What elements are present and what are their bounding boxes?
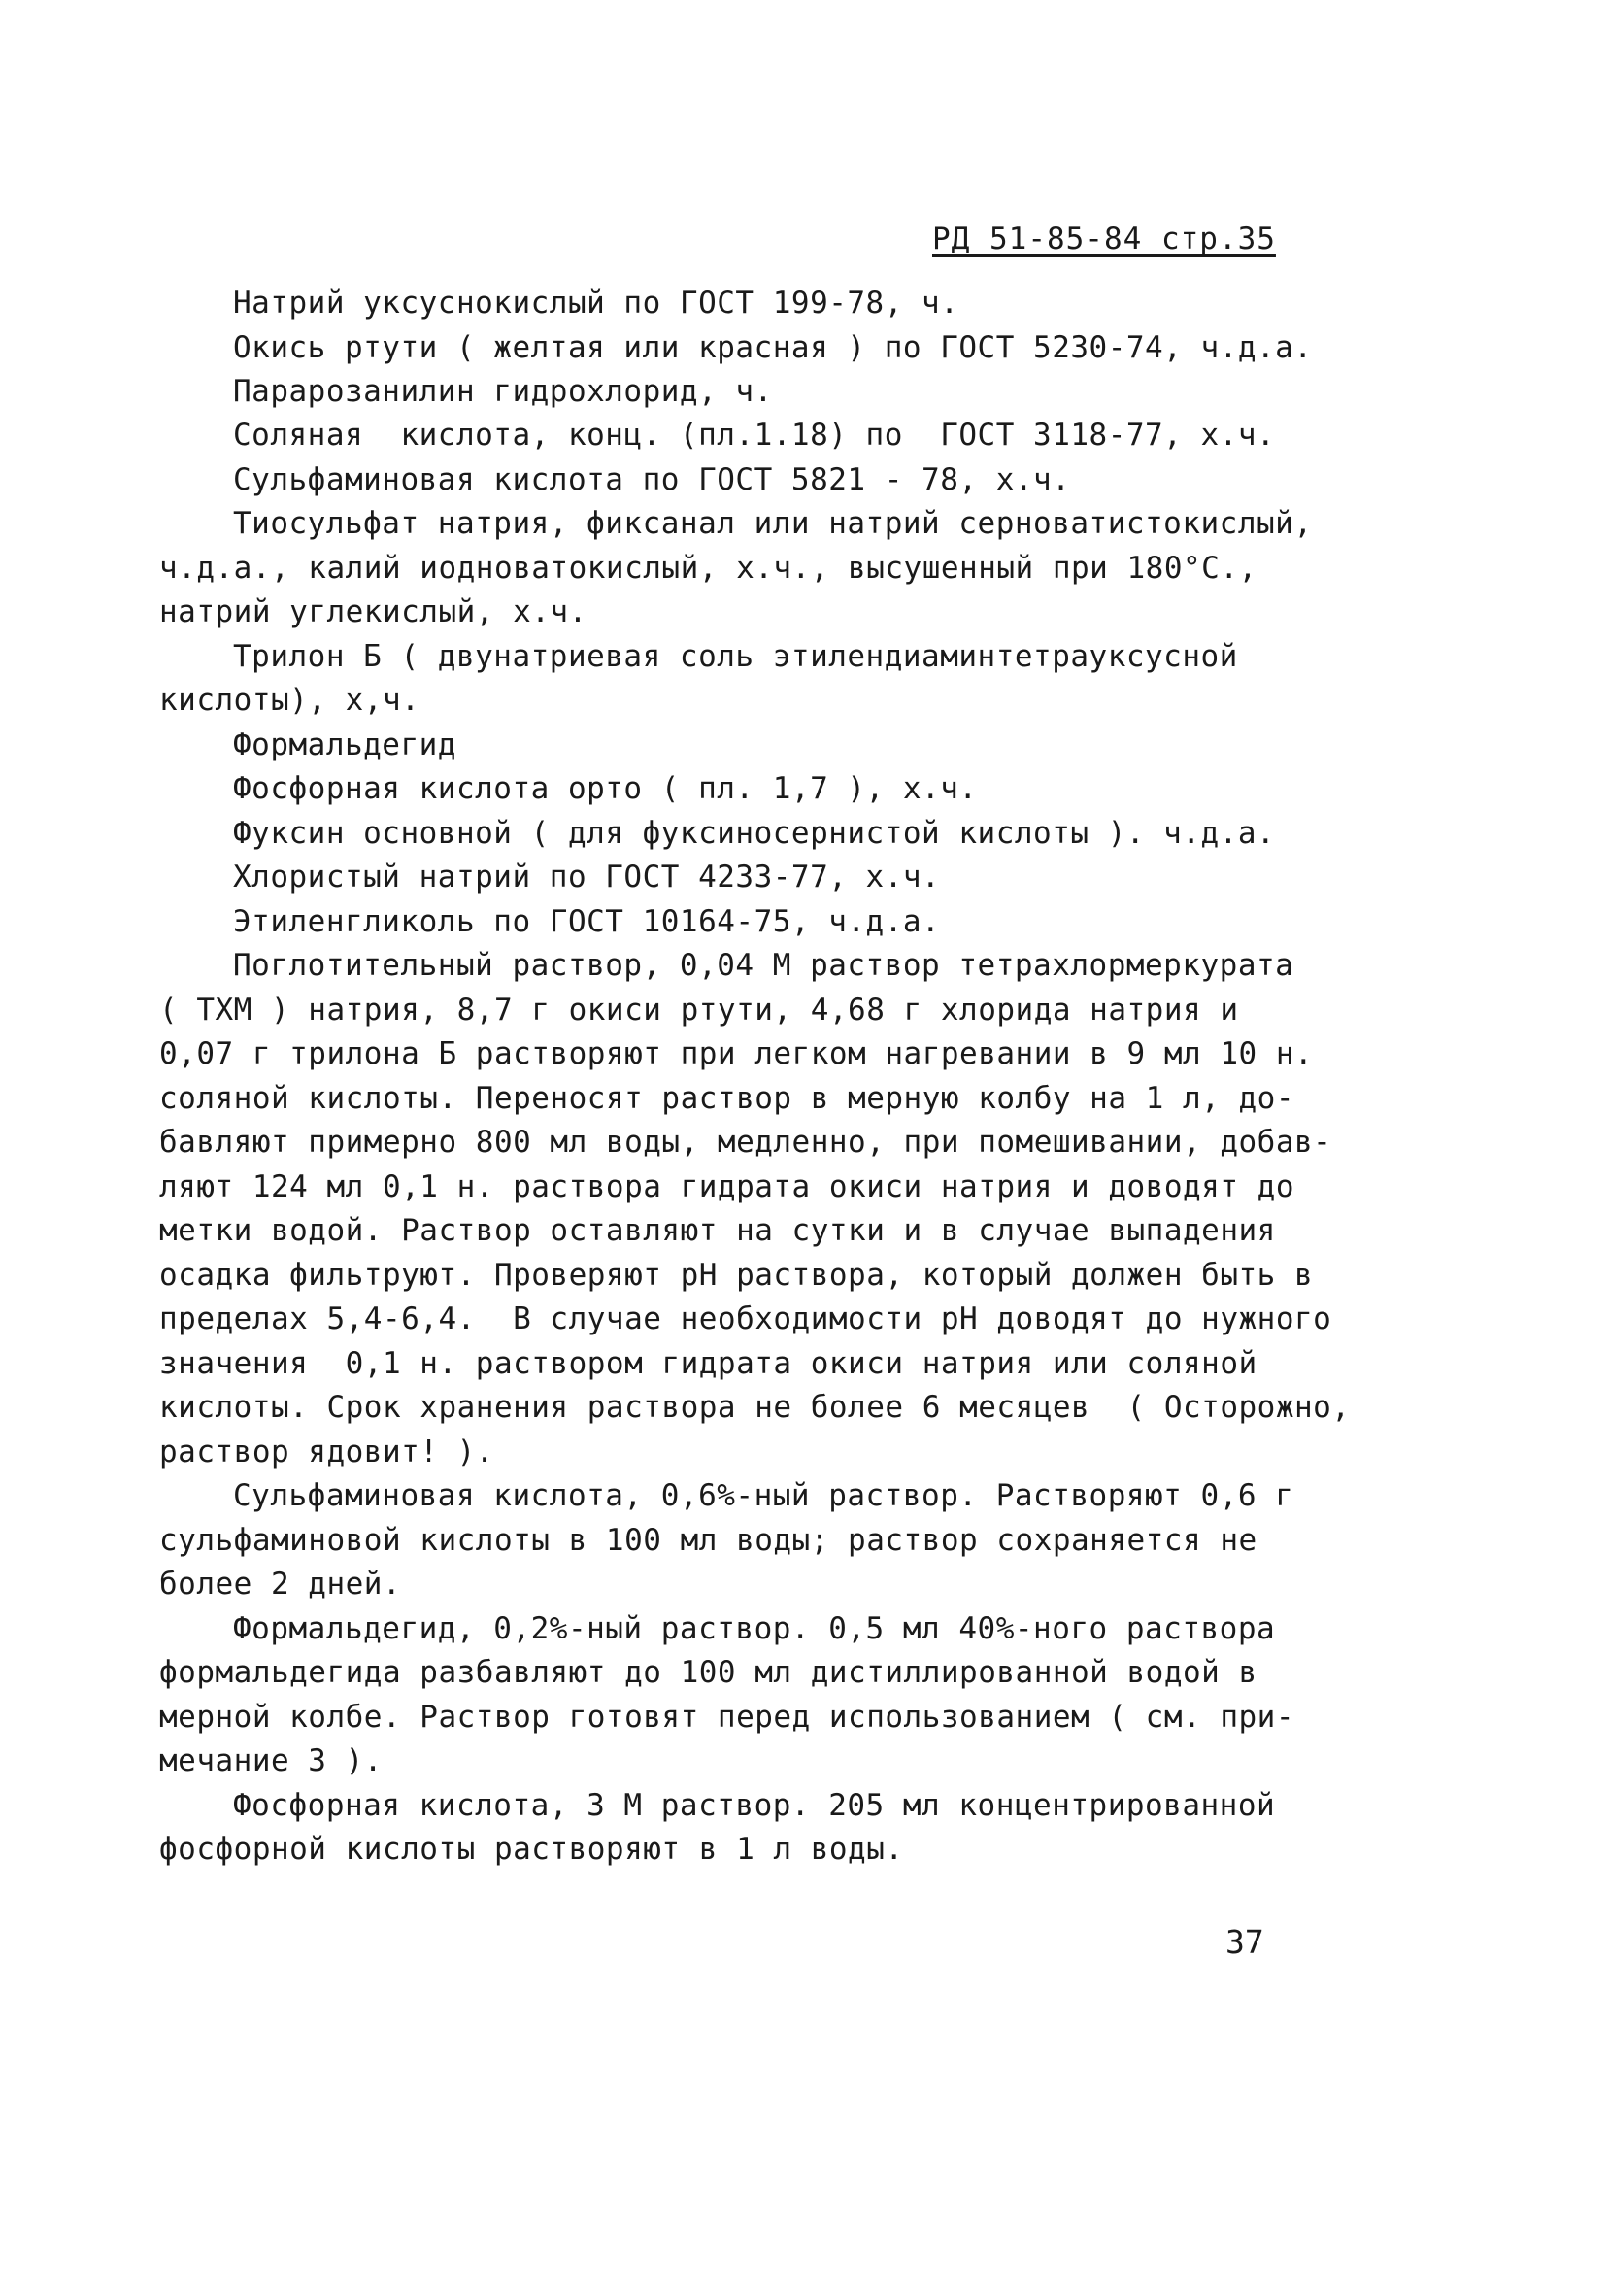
text-line: Тиосульфат натрия, фиксанал или натрий серноватистокислый, xyxy=(233,506,1313,541)
text-line: фосфорной кислоты растворяют в 1 л воды. xyxy=(159,1832,904,1867)
text-line: Трилон Б ( двунатриевая соль этилендиаминтетрауксусной xyxy=(233,639,1238,674)
text-line: ( ТХМ ) натрия, 8,7 г окиси ртути, 4,68 г хлорида натрия и xyxy=(159,993,1239,1028)
text-line: кислоты), х,ч. xyxy=(159,683,420,718)
text-line: Натрий уксуснокислый по ГОСТ 199-78, ч. xyxy=(233,286,959,321)
text-line: формальдегида разбавляют до 100 мл дистиллированной водой в xyxy=(159,1655,1257,1690)
text-line: сульфаминовой кислоты в 100 мл воды; раствор сохраняется не xyxy=(159,1523,1257,1558)
text-line: кислоты. Срок хранения раствора не более 6 месяцев ( Осторожно, xyxy=(159,1390,1351,1425)
text-line: Формальдегид xyxy=(233,727,456,762)
text-line: Окись ртути ( желтая или красная ) по ГОСТ 5230-74, ч.д.а. xyxy=(233,330,1313,365)
text-line: соляной кислоты. Переносят раствор в мерную колбу на 1 л, до- xyxy=(159,1081,1294,1116)
text-line: бавляют примерно 800 мл воды, медленно, при помешивании, добав- xyxy=(159,1125,1332,1160)
text-line: значения 0,1 н. раствором гидрата окиси натрия или соляной xyxy=(159,1346,1257,1381)
text-line: пределах 5,4-6,4. В случае необходимости pH доводят до нужного xyxy=(159,1301,1332,1336)
text-line: Сульфаминовая кислота по ГОСТ 5821 - 78, х.ч. xyxy=(233,462,1071,497)
text-line: ч.д.а., калий иодноватокислый, х.ч., высушенный при 180°С., xyxy=(159,551,1257,586)
text-line: Формальдегид, 0,2%-ный раствор. 0,5 мл 40%-ного раствора xyxy=(233,1611,1276,1646)
document-header: РД 51-85-84 стр.35 xyxy=(932,221,1276,256)
text-line: натрий углекислый, х.ч. xyxy=(159,594,587,629)
text-line: ляют 124 мл 0,1 н. раствора гидрата окиси натрия и доводят до xyxy=(159,1169,1294,1204)
text-line: Поглотительный раствор, 0,04 М раствор тетрахлормеркурата xyxy=(233,948,1294,983)
text-line: Соляная кислота, конц. (пл.1.18) по ГОСТ 3118-77, х.ч. xyxy=(233,418,1276,453)
text-line: мечание 3 ). xyxy=(159,1743,383,1778)
text-line: раствор ядовит! ). xyxy=(159,1435,494,1469)
text-line: осадка фильтруют. Проверяют pH раствора, который должен быть в xyxy=(159,1258,1314,1293)
text-line: 0,07 г трилона Б растворяют при легком нагревании в 9 мл 10 н. xyxy=(159,1036,1314,1071)
text-line: более 2 дней. xyxy=(159,1567,402,1602)
text-line: Фосфорная кислота, 3 М раствор. 205 мл концентрированной xyxy=(233,1788,1276,1823)
text-line: Сульфаминовая кислота, 0,6%-ный раствор. Растворяют 0,6 г xyxy=(233,1478,1294,1513)
text-line: Фосфорная кислота орто ( пл. 1,7 ), х.ч. xyxy=(233,771,978,806)
text-line: Хлористый натрий по ГОСТ 4233-77, х.ч. xyxy=(233,860,941,895)
text-line: мерной колбе. Раствор готовят перед использованием ( см. при- xyxy=(159,1700,1294,1735)
page-number: 37 xyxy=(1225,1923,1264,1961)
text-line: метки водой. Раствор оставляют на сутки и в случае выпадения xyxy=(159,1213,1276,1248)
text-line: Парарозанилин гидрохлорид, ч. xyxy=(233,374,773,409)
text-line: Фуксин основной ( для фуксиносернистой кислоты ). ч.д.а. xyxy=(233,816,1276,851)
text-line: Этиленгликоль по ГОСТ 10164-75, ч.д.а. xyxy=(233,904,941,939)
